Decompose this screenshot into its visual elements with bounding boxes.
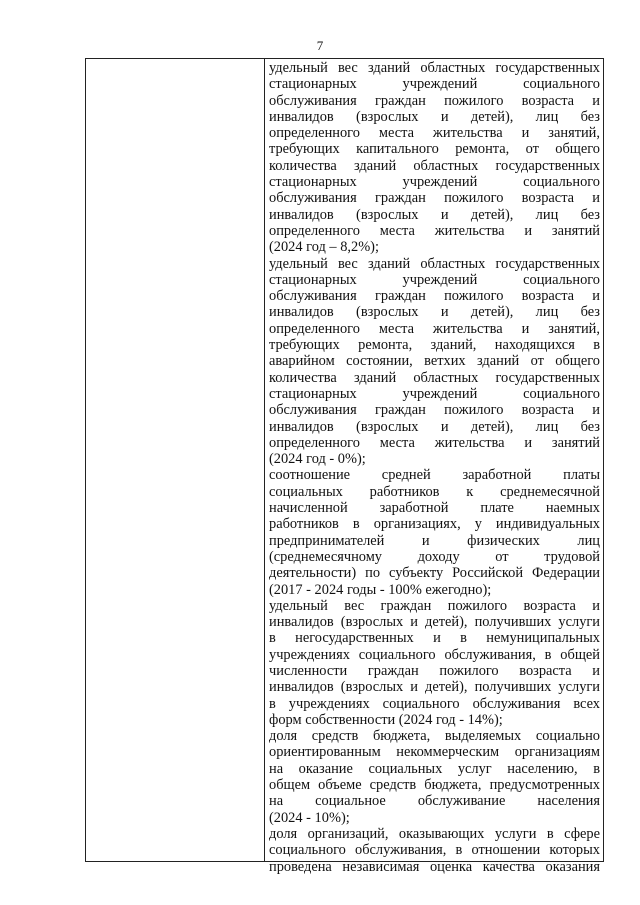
text-line: инвалидов (взрослых и детей), получивших услуги bbox=[269, 614, 600, 631]
text-line: удельный вес зданий областных государственных bbox=[269, 255, 600, 272]
text-line: удельный вес граждан пожилого возраста и bbox=[269, 597, 600, 614]
text-line: соотношение средней заработной платы bbox=[269, 467, 600, 484]
text-line: (2024 год – 8,2%); bbox=[269, 239, 379, 256]
text-line: стационарных учреждений социального bbox=[269, 271, 600, 288]
text-line: инвалидов (взрослых и детей), лиц без bbox=[269, 206, 600, 223]
text-line: обслуживания граждан пожилого возраста и bbox=[269, 288, 600, 305]
text-line: в учреждениях социального обслуживания всех bbox=[269, 695, 600, 712]
indicator-paragraph bbox=[269, 256, 600, 468]
text-line: на социальное обслуживание населения bbox=[269, 793, 600, 810]
text-line: социального обслуживания, в отношении которых bbox=[269, 842, 600, 859]
text-line: ориентированным некоммерческим организациям bbox=[269, 744, 600, 761]
table-right-cell bbox=[265, 59, 603, 875]
text-line: инвалидов (взрослых и детей), лиц без bbox=[269, 108, 600, 125]
text-line: стационарных учреждений социального bbox=[269, 76, 600, 93]
indicator-paragraph bbox=[269, 826, 600, 875]
text-line: проведена независимая оценка качества оказания bbox=[269, 858, 600, 875]
text-line: определенного места жительства и занятий, bbox=[269, 125, 600, 142]
text-line: стационарных учреждений социального bbox=[269, 174, 600, 191]
text-line: обслуживания граждан пожилого возраста и bbox=[269, 92, 600, 109]
page-number: 7 bbox=[316, 38, 324, 53]
text-line: стационарных учреждений социального bbox=[269, 385, 600, 402]
text-line: учреждениях социального обслуживания, в общей bbox=[269, 646, 600, 663]
text-line: аварийном состоянии, ветхих зданий от общего bbox=[269, 353, 600, 370]
indicator-paragraph bbox=[269, 728, 600, 826]
text-line: определенного места жительства и занятий, bbox=[269, 320, 600, 337]
table-left-cell bbox=[86, 59, 265, 861]
text-line: на оказание социальных услуг населению, в bbox=[269, 760, 600, 777]
text-line: работников в организациях, у индивидуальных bbox=[269, 516, 600, 533]
text-line: обслуживания граждан пожилого возраста и bbox=[269, 402, 600, 419]
text-line: количества зданий областных государственных bbox=[269, 157, 600, 174]
text-line: определенного места жительства и занятий bbox=[269, 434, 600, 451]
text-line: (2024 - 10%); bbox=[269, 809, 350, 826]
text-line: доля организаций, оказывающих услуги в сфере bbox=[269, 825, 600, 842]
text-line: деятельности) по субъекту Российской Федерации bbox=[269, 565, 600, 582]
indicator-paragraph bbox=[269, 598, 600, 728]
text-line: в негосударственных и в немуниципальных bbox=[269, 630, 600, 647]
text-line: обслуживания граждан пожилого возраста и bbox=[269, 190, 600, 207]
document-table bbox=[85, 58, 604, 875]
text-line: (среднемесячному доходу от трудовой bbox=[269, 548, 600, 565]
text-line: инвалидов (взрослых и детей), лиц без bbox=[269, 418, 600, 435]
text-line: общем объеме средств бюджета, предусмотренных bbox=[269, 777, 600, 794]
text-line: инвалидов (взрослых и детей), лиц без bbox=[269, 304, 600, 321]
text-line: удельный вес зданий областных государственных bbox=[269, 60, 600, 76]
text-line: предпринимателей и физических лиц bbox=[269, 532, 600, 549]
text-line: инвалидов (взрослых и детей), получивших услуги bbox=[269, 679, 600, 696]
text-line: социальных работников к среднемесячной bbox=[269, 483, 600, 500]
indicator-paragraph bbox=[269, 467, 600, 597]
text-line: доля средств бюджета, выделяемых социально bbox=[269, 728, 600, 745]
text-line: определенного места жительства и занятий bbox=[269, 222, 600, 239]
text-line: (2024 год - 0%); bbox=[269, 451, 366, 468]
text-line: форм собственности (2024 год - 14%); bbox=[269, 711, 503, 728]
text-line: численности граждан пожилого возраста и bbox=[269, 662, 600, 679]
text-line: требующих ремонта, зданий, находящихся в bbox=[269, 337, 600, 354]
text-line: начисленной заработной плате наемных bbox=[269, 500, 600, 517]
text-line: количества зданий областных государственных bbox=[269, 369, 600, 386]
text-line: требующих капитального ремонта, от общего bbox=[269, 141, 600, 158]
text-line: (2017 - 2024 годы - 100% ежегодно); bbox=[269, 581, 492, 598]
indicator-paragraph bbox=[269, 60, 600, 256]
